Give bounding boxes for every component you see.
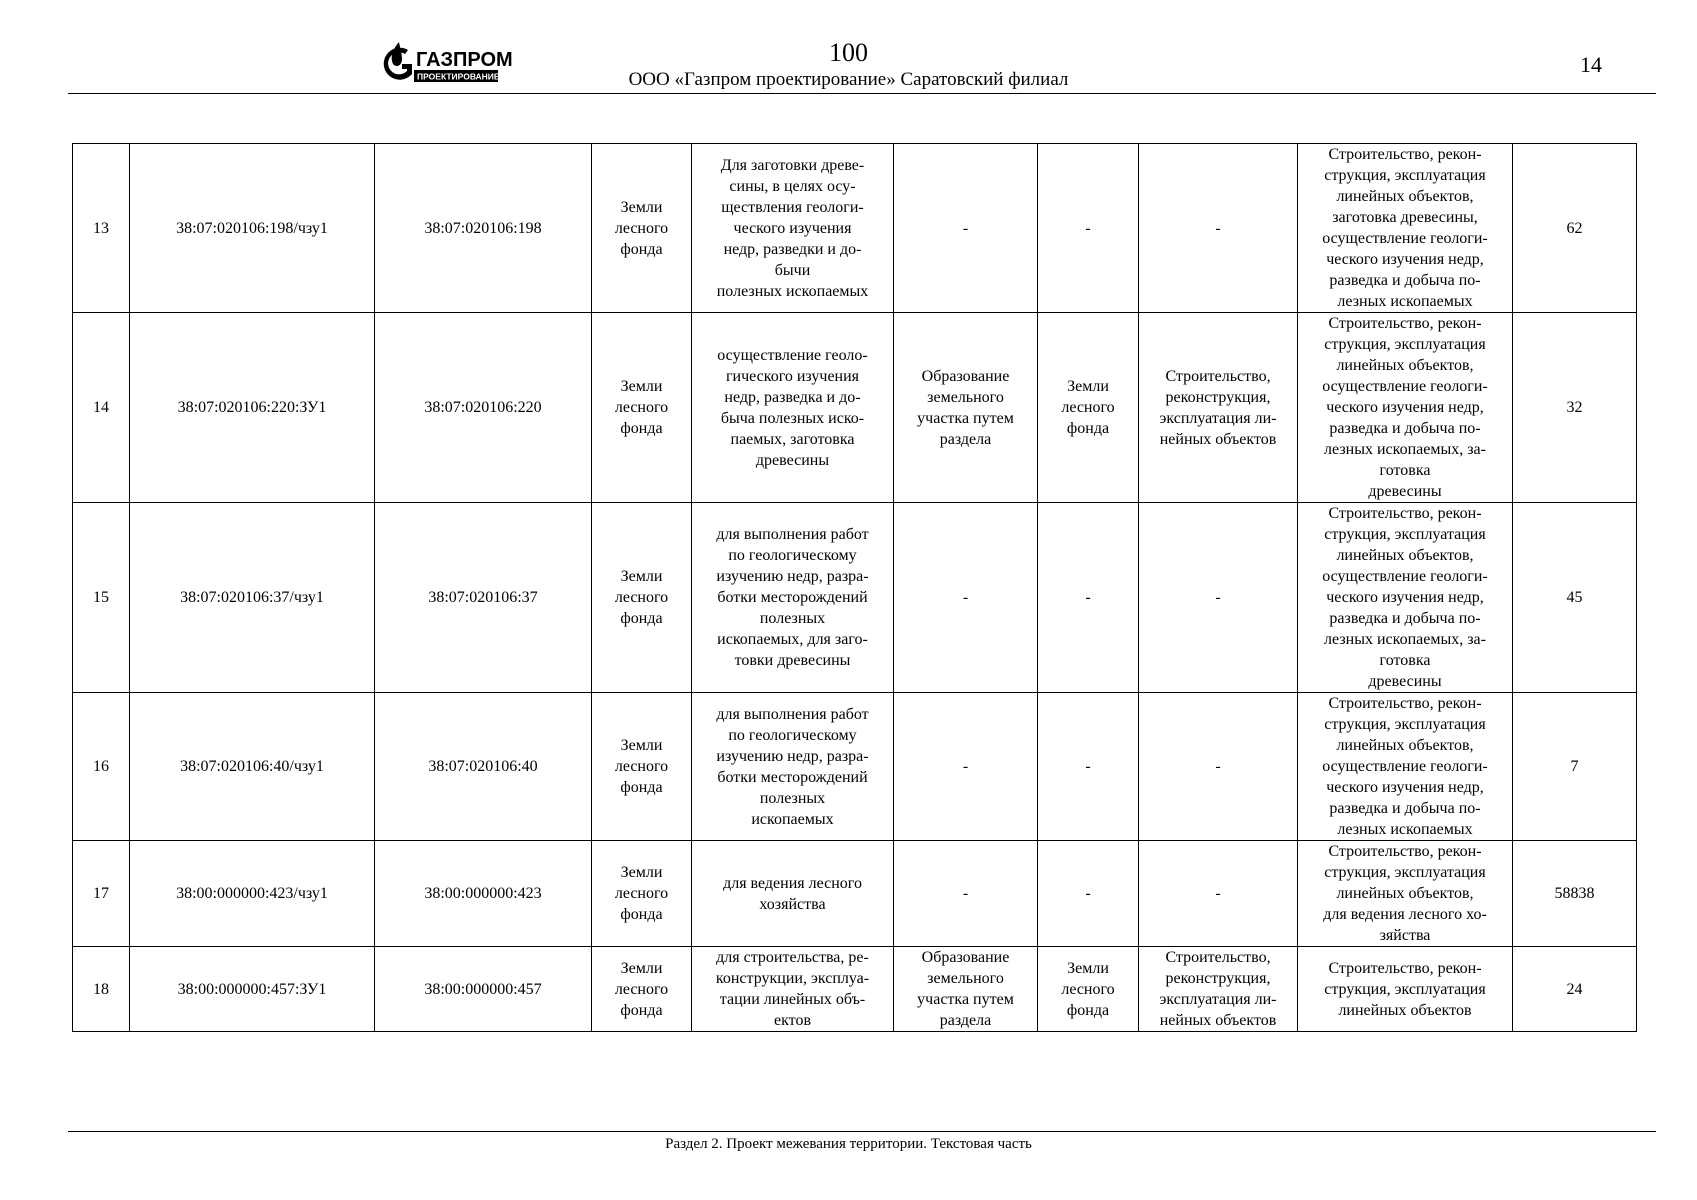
- sheet-number: 14: [1580, 52, 1602, 77]
- footer-section-title: Раздел 2. Проект межевания территории. Текстовая часть: [665, 1136, 1032, 1152]
- purpose: Строительство, рекон- струкция, эксплуатация линейных объектов, для ведения лесного хо- зяйства: [1298, 841, 1513, 947]
- area-value: 7: [1513, 693, 1637, 841]
- permitted-use: осуществление геоло- гического изучения недр, разведка и до- быча полезных иско- паемых, заготовка древесины: [692, 313, 894, 503]
- formation-method: Образование земельного участка путем раздела: [894, 313, 1038, 503]
- area-value: 58838: [1513, 841, 1637, 947]
- logo-text: ГАЗПРОМ: [416, 49, 513, 71]
- table-row: [73, 693, 1637, 841]
- new-permitted-use: -: [1139, 144, 1298, 313]
- row-number: 16: [73, 693, 130, 841]
- formation-method: -: [894, 841, 1038, 947]
- land-category: Земли лесного фонда: [592, 693, 692, 841]
- plot-designation: 38:07:020106:40/чзу1: [130, 693, 375, 841]
- area-value: 62: [1513, 144, 1637, 313]
- permitted-use: для строительства, ре- конструкции, эксплуа- тации линейных объ- ектов: [692, 947, 894, 1032]
- footer-rule: [68, 1131, 1656, 1132]
- permitted-use: для выполнения работ по геологическому изучению недр, разра- ботки месторождений полезных ископаемых: [692, 693, 894, 841]
- land-category: Земли лесного фонда: [592, 144, 692, 313]
- formation-method: -: [894, 693, 1038, 841]
- plot-designation: 38:07:020106:220:ЗУ1: [130, 313, 375, 503]
- row-number: 15: [73, 503, 130, 693]
- area-value: 45: [1513, 503, 1637, 693]
- cadastral-number: 38:07:020106:220: [375, 313, 592, 503]
- table-row: [73, 144, 1637, 313]
- permitted-use: Для заготовки древе- сины, в целях осу- ществления геологи- ческого изучения недр, разведки и до- бычи полезных ископаемых: [692, 144, 894, 313]
- table-row: [73, 841, 1637, 947]
- land-category: Земли лесного фонда: [592, 841, 692, 947]
- new-land-category: -: [1038, 144, 1139, 313]
- cadastral-number: 38:07:020106:37: [375, 503, 592, 693]
- permitted-use: для выполнения работ по геологическому изучению недр, разра- ботки месторождений полезных ископаемых, для заго- товки древесины: [692, 503, 894, 693]
- header-rule: [68, 93, 1656, 94]
- plot-designation: 38:00:000000:423/чзу1: [130, 841, 375, 947]
- formation-method: -: [894, 503, 1038, 693]
- purpose: Строительство, рекон- струкция, эксплуатация линейных объектов, осуществление геологи- ческого изучения недр, разведка и добыча по- лезных ископаемых, за- готовка древесины: [1298, 313, 1513, 503]
- page-number-top: 100: [829, 38, 868, 67]
- table-row: [73, 313, 1637, 503]
- cadastral-number: 38:07:020106:40: [375, 693, 592, 841]
- new-permitted-use: -: [1139, 693, 1298, 841]
- cadastral-number: 38:07:020106:198: [375, 144, 592, 313]
- row-number: 13: [73, 144, 130, 313]
- row-number: 14: [73, 313, 130, 503]
- new-land-category: Земли лесного фонда: [1038, 313, 1139, 503]
- new-land-category: -: [1038, 693, 1139, 841]
- land-category: Земли лесного фонда: [592, 313, 692, 503]
- plot-designation: 38:07:020106:198/чзу1: [130, 144, 375, 313]
- new-land-category: Земли лесного фонда: [1038, 947, 1139, 1032]
- purpose: Строительство, рекон- струкция, эксплуатация линейных объектов, осуществление геологи- ческого изучения недр, разведка и добыча по- лезных ископаемых: [1298, 693, 1513, 841]
- new-land-category: -: [1038, 503, 1139, 693]
- formation-method: Образование земельного участка путем раздела: [894, 947, 1038, 1032]
- land-category: Земли лесного фонда: [592, 503, 692, 693]
- table-row: [73, 503, 1637, 693]
- organization-name: ООО «Газпром проектирование» Саратовский филиал: [628, 69, 1069, 90]
- new-permitted-use: Строительство, реконструкция, эксплуатация ли- нейных объектов: [1139, 947, 1298, 1032]
- purpose: Строительство, рекон- струкция, эксплуатация линейных объектов: [1298, 947, 1513, 1032]
- new-permitted-use: -: [1139, 841, 1298, 947]
- logo-subtext: ПРОЕКТИРОВАНИЕ: [417, 71, 500, 82]
- plot-designation: 38:07:020106:37/чзу1: [130, 503, 375, 693]
- row-number: 17: [73, 841, 130, 947]
- area-value: 24: [1513, 947, 1637, 1032]
- formation-method: -: [894, 144, 1038, 313]
- table-row: [73, 947, 1637, 1032]
- land-plots-table: [72, 143, 1637, 1032]
- plot-designation: 38:00:000000:457:ЗУ1: [130, 947, 375, 1032]
- land-category: Земли лесного фонда: [592, 947, 692, 1032]
- area-value: 32: [1513, 313, 1637, 503]
- new-permitted-use: -: [1139, 503, 1298, 693]
- row-number: 18: [73, 947, 130, 1032]
- cadastral-number: 38:00:000000:423: [375, 841, 592, 947]
- purpose: Строительство, рекон- струкция, эксплуатация линейных объектов, заготовка древесины, осуществление геологи- ческого изучения недр, разведка и добыча по- лезных ископаемых: [1298, 144, 1513, 313]
- cadastral-number: 38:00:000000:457: [375, 947, 592, 1032]
- purpose: Строительство, рекон- струкция, эксплуатация линейных объектов, осуществление геологи- ческого изучения недр, разведка и добыча по- лезных ископаемых, за- готовка древесины: [1298, 503, 1513, 693]
- new-permitted-use: Строительство, реконструкция, эксплуатация ли- нейных объектов: [1139, 313, 1298, 503]
- permitted-use: для ведения лесного хозяйства: [692, 841, 894, 947]
- new-land-category: -: [1038, 841, 1139, 947]
